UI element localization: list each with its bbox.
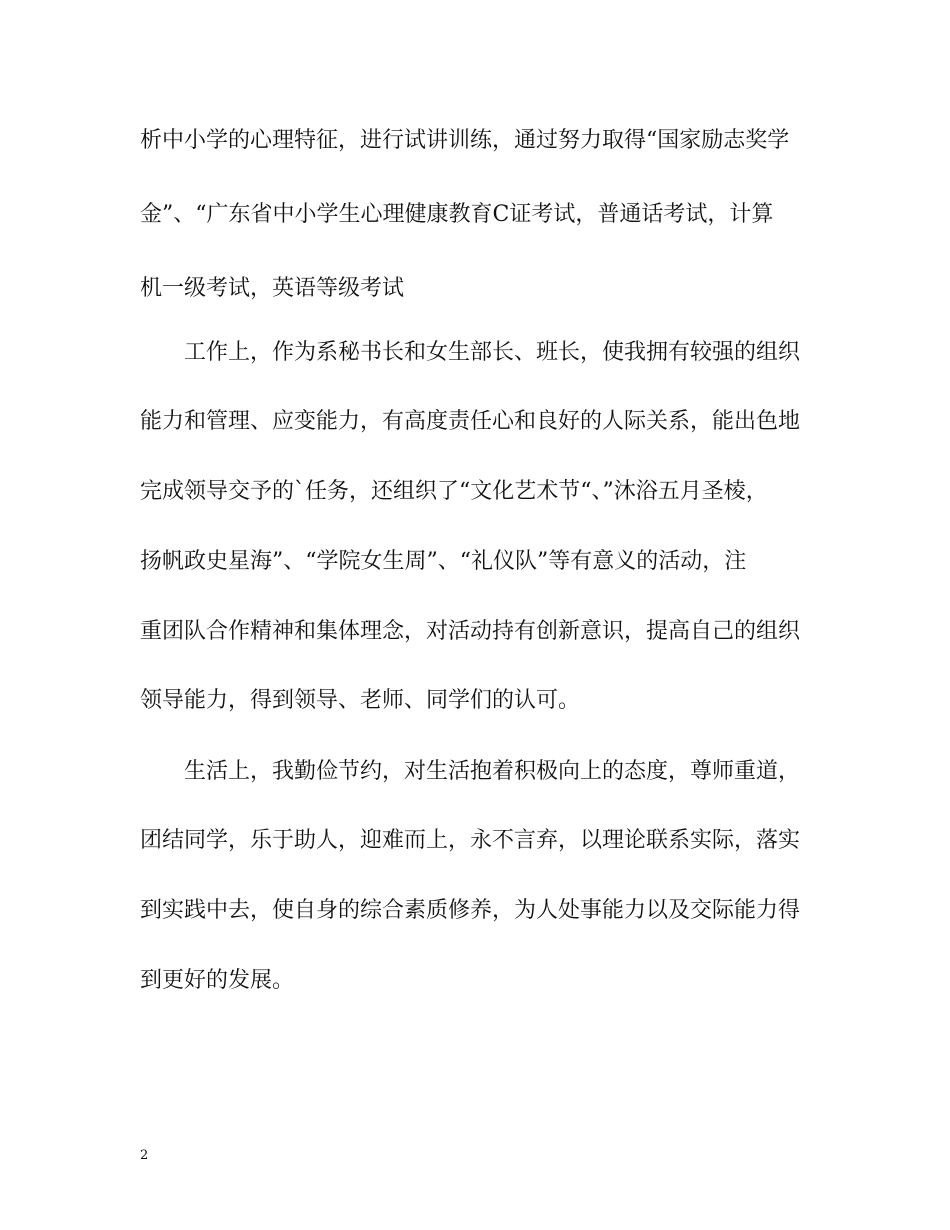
paragraph-1-line-3: 机一级考试，英语等级考试 [140,276,405,301]
paragraph-2-line-5: 重团队合作精神和集体理念，对活动持有创新意识，提高自己的组织 [140,619,800,644]
paragraph-2-line-3: 完成领导交予的`任务，还组织了“文化艺术节“、”沐浴五月圣棱， [140,479,768,504]
paragraph-3-line-3: 到实践中去，使自身的综合素质修养，为人处事能力以及交际能力得 [140,898,800,923]
paragraph-3-line-4: 到更好的发展。 [140,968,295,993]
paragraph-2-line-6: 领导能力，得到领导、老师、同学们的认可。 [140,688,581,713]
paragraph-1-line-2: 金”、“广东省中小学生心理健康教育C证考试，普通话考试，计算 [140,202,774,227]
paragraph-3-line-2: 团结同学，乐于助人，迎难而上，永不言弃，以理论联系实际，落实 [140,828,800,853]
paragraph-3-line-1: 生活上，我勤俭节约，对生活抱着积极向上的态度，尊师重道， [184,759,800,784]
page-number: 2 [140,1148,149,1163]
paragraph-2-line-4: 扬帆政史星海”、“学院女生周”、“礼仪队”等有意义的活动，注 [140,549,747,574]
paragraph-2-line-2: 能力和管理、应变能力，有高度责任心和良好的人际关系，能出色地 [140,409,800,434]
paragraph-2-line-1: 工作上，作为系秘书长和女生部长、班长，使我拥有较强的组织 [184,340,800,365]
paragraph-1-line-1: 析中小学的心理特征，进行试讲训练，通过努力取得“国家励志奖学 [140,128,790,153]
